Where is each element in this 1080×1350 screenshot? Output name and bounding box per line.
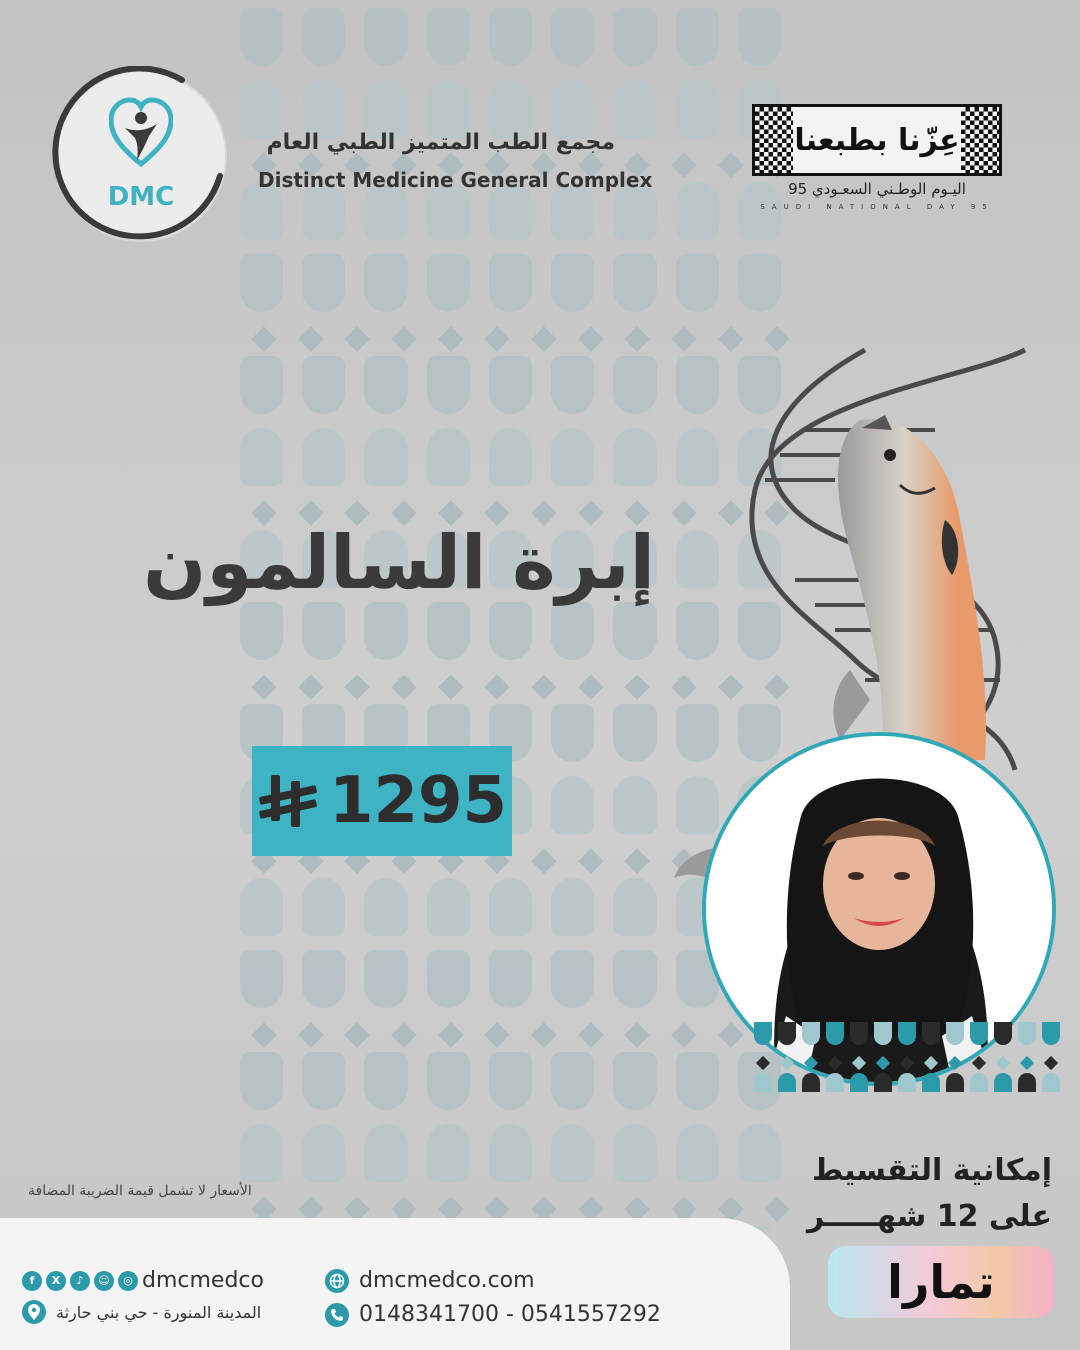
- price-tag: [252, 746, 512, 856]
- logo-ring: [52, 66, 230, 244]
- phone-row[interactable]: [325, 1302, 661, 1327]
- pattern-diamond-row: [240, 678, 800, 696]
- deco-tile: [1018, 1022, 1036, 1045]
- deco-tile: [922, 1073, 940, 1092]
- tamara-badge[interactable]: [828, 1246, 1054, 1318]
- salmon-fish-illustration: [790, 400, 1010, 760]
- installment-line-2: على 12 شهـــــر: [807, 1199, 1052, 1234]
- pattern-diamond-row: [240, 1026, 800, 1044]
- deco-tile: [778, 1073, 796, 1092]
- tamara-logo-text: تمارا: [887, 1255, 995, 1309]
- deco-diamond: [804, 1056, 818, 1070]
- vat-disclaimer: الأسعار لا تشمل قيمة الضريبة المضافة: [28, 1183, 252, 1199]
- deco-diamond: [852, 1056, 866, 1070]
- deco-diamond: [900, 1056, 914, 1070]
- phone-numbers[interactable]: 0148341700 - 0541557292: [359, 1302, 661, 1327]
- social-row: [22, 1268, 264, 1293]
- saudi-riyal-icon: [257, 771, 319, 831]
- pattern-tile-row: [240, 602, 800, 660]
- deco-diamond: [972, 1056, 986, 1070]
- deco-tile: [946, 1073, 964, 1092]
- deco-tile: [970, 1073, 988, 1092]
- deco-tile: [946, 1022, 964, 1045]
- deco-tile: [898, 1022, 916, 1045]
- address-text: المدينة المنورة - حي بني حارثة: [56, 1302, 262, 1322]
- deco-tile: [898, 1073, 916, 1092]
- deco-tile: [754, 1073, 772, 1092]
- deco-tile: [802, 1022, 820, 1045]
- deco-tile: [850, 1022, 868, 1045]
- deco-tile: [994, 1073, 1012, 1092]
- deco-diamond: [996, 1056, 1010, 1070]
- x-icon[interactable]: X: [46, 1271, 66, 1291]
- facebook-icon[interactable]: f: [22, 1271, 42, 1291]
- tiktok-icon[interactable]: ♪: [70, 1271, 90, 1291]
- deco-tile: [802, 1073, 820, 1092]
- phone-icon: [325, 1303, 349, 1327]
- decorative-pattern: [752, 1018, 1070, 1096]
- social-handle[interactable]: dmcmedco: [142, 1268, 264, 1293]
- pattern-tile-row: [240, 356, 800, 414]
- deco-diamond: [780, 1056, 794, 1070]
- pattern-diamond-row: [240, 1200, 800, 1218]
- snapchat-icon[interactable]: ☺: [94, 1271, 114, 1291]
- pattern-tile-row: [240, 428, 800, 486]
- deco-tile: [754, 1022, 772, 1045]
- deco-diamond: [1044, 1056, 1058, 1070]
- national-day-english: SAUDI NATIONAL DAY 95: [760, 203, 994, 211]
- installment-note: [807, 1148, 1052, 1240]
- globe-icon: [325, 1269, 349, 1293]
- pattern-tile-row: [240, 1124, 800, 1182]
- deco-tile: [1018, 1073, 1036, 1092]
- org-name-english: Distinct Medicine General Complex: [258, 168, 653, 192]
- instagram-icon[interactable]: ◎: [118, 1271, 138, 1291]
- website-link[interactable]: dmcmedco.com: [359, 1268, 535, 1293]
- deco-tile: [994, 1022, 1012, 1045]
- national-day-title: عِزّنا بطبعنا: [794, 122, 960, 158]
- deco-tile: [1042, 1073, 1060, 1092]
- deco-diamond: [828, 1056, 842, 1070]
- deco-diamond: [924, 1056, 938, 1070]
- logo-text: DMC: [107, 182, 175, 212]
- deco-tile: [970, 1022, 988, 1045]
- pattern-tile-row: [240, 1052, 800, 1110]
- national-day-badge: [752, 104, 1002, 176]
- deco-tile: [826, 1022, 844, 1045]
- deco-diamond: [756, 1056, 770, 1070]
- org-name-arabic: مجمع الطب المتميز الطبي العام: [266, 130, 615, 155]
- website-row[interactable]: [325, 1268, 535, 1293]
- pattern-tile-row: [240, 254, 800, 312]
- pattern-diamond-row: [240, 330, 800, 348]
- deco-tile: [874, 1022, 892, 1045]
- pattern-tile-row: [240, 8, 800, 66]
- deco-tile: [826, 1073, 844, 1092]
- deco-tile: [922, 1022, 940, 1045]
- address-row: [22, 1300, 261, 1324]
- deco-tile: [1042, 1022, 1060, 1045]
- installment-line-1: إمكانية التقسيط: [812, 1153, 1052, 1188]
- deco-tile: [778, 1022, 796, 1045]
- national-day-subtitle: اليـوم الوطـني السعـودي 95: [788, 180, 966, 198]
- deco-diamond: [876, 1056, 890, 1070]
- location-pin-icon: [22, 1300, 46, 1324]
- deco-diamond: [1020, 1056, 1034, 1070]
- deco-tile: [850, 1073, 868, 1092]
- price-value: 1295: [328, 764, 508, 838]
- deco-diamond: [948, 1056, 962, 1070]
- deco-tile: [874, 1073, 892, 1092]
- treatment-title: إبرة السالمون: [143, 520, 655, 606]
